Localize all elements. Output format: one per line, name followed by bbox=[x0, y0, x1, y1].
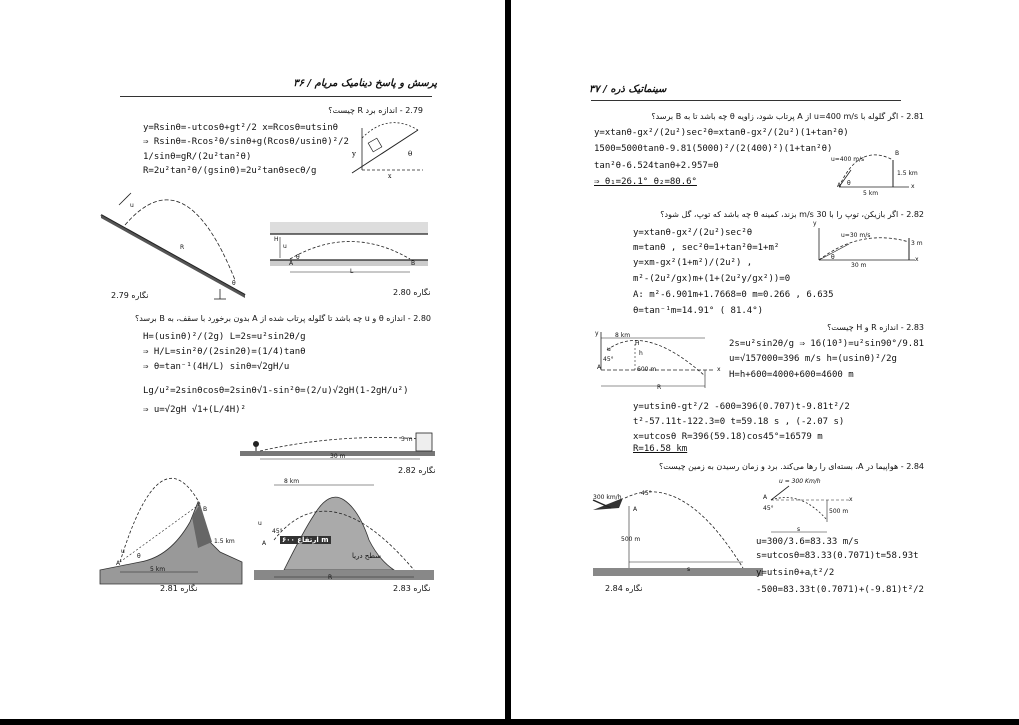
eq-283-r1: 2s=u²sin2θ/g ⇒ 16(10³)=u²sin90°/9.81 bbox=[729, 339, 925, 349]
fig284s-label-45: 45° bbox=[763, 505, 774, 512]
eq-280-3: ⇒ θ=tan⁻¹(4H/L) sinθ=√2gH/u bbox=[143, 362, 290, 372]
eq-279-2: ⇒ Rsinθ=-Rcos²θ/sinθ+g(Rcosθ/usinθ)²/2 bbox=[143, 137, 349, 147]
page-header: ۳۶ / پرسش و پاسخ دینامیک مریام bbox=[293, 78, 437, 89]
fig280-label-l: L bbox=[350, 268, 354, 275]
fig280-label-a: A bbox=[289, 260, 294, 267]
fig283r-label-u: u bbox=[607, 346, 611, 353]
fig281r-label-b: B bbox=[895, 150, 900, 157]
eq-279-4: R=2u²tan²θ/(gsinθ)=2u²tanθsecθ/g bbox=[143, 166, 317, 176]
eq-280-5: ⇒ u=√2gH √1+(L/4H)² bbox=[143, 405, 246, 415]
fig282-label-30m: 30 m bbox=[330, 453, 346, 460]
eq-284-4: -500=83.33t(0.7071)+(-9.81)t²/2 bbox=[756, 585, 924, 595]
fig283-label-sealevel: سطح دریا bbox=[352, 552, 381, 560]
eq-279-1: y=Rsinθ=-utcosθ+gt²/2 x=Rcosθ=utsinθ bbox=[143, 123, 339, 133]
eq-283-2: t²-57.11t-122.3=0 t=59.18 s , (-2.07 s) bbox=[633, 417, 845, 427]
caption-2-82-left: نگاره 2.82 bbox=[398, 466, 436, 475]
caption-2-80: نگاره 2.80 bbox=[393, 288, 431, 297]
fig283r-label-8km: 8 km bbox=[615, 332, 631, 339]
caption-2-81-left: نگاره 2.81 bbox=[160, 584, 198, 593]
fig281-label-5km: 5 km bbox=[150, 566, 166, 573]
fig283-label-altitude: ارتفاع ۶۰۰ m bbox=[282, 536, 329, 544]
svg-text:θ: θ bbox=[408, 150, 413, 158]
caption-2-83-left: نگاره 2.83 bbox=[393, 584, 431, 593]
fig283r-label-600m: 600 m bbox=[637, 366, 657, 373]
problem-2-80-question: 2.80 - اندازه θ و u چه باشد تا گلوله پرتاب شده از A بدون برخورد با سقف، به B برسد؟ bbox=[134, 314, 431, 323]
figure-2-81-left bbox=[100, 462, 242, 584]
fig281r-label-5km: 5 km bbox=[863, 190, 879, 197]
sketch-2-79 bbox=[348, 118, 430, 180]
fig284s-label-s: s bbox=[797, 526, 801, 533]
eq-281-1: y=xtanθ-gx²/(2u²)sec²θ=xtanθ-gx²/(2u²)(1+tan²θ) bbox=[594, 128, 849, 138]
figure-2-84 bbox=[593, 478, 763, 578]
fig279-label-r: R bbox=[180, 244, 185, 251]
problem-2-82-question: 2.82 - اگر بازیکن، توپ را با 30 m/s بزند، کمینه θ چه باشد که توپ، گل شود؟ bbox=[660, 210, 924, 219]
fig281r-label-1-5km: 1.5 km bbox=[897, 170, 918, 177]
fig284s-label-a: A bbox=[763, 494, 768, 501]
fig283r-label-x: x bbox=[717, 366, 721, 373]
eq-282-5: A: m²-6.901m+1.7668=0 m=0.266 , 6.635 bbox=[633, 290, 834, 300]
fig283r-label-r: R bbox=[657, 384, 662, 391]
fig282r-label-x: x bbox=[915, 256, 919, 263]
eq-281-2: 1500=5000tanθ-9.81(5000)²/(2(400)²)(1+tan²θ) bbox=[594, 144, 833, 154]
eq-284-1: u=300/3.6=83.33 m/s bbox=[756, 537, 859, 547]
fig283r-label-bigh: H bbox=[635, 340, 640, 347]
fig279-label-u: u bbox=[130, 202, 134, 209]
fig282r-label-30m: 30 m bbox=[851, 262, 867, 269]
eq-282-1: y=xtanθ-gx²/(2u²)sec²θ bbox=[633, 228, 753, 238]
eq-283-3: x=utcosθ R=396(59.18)cos45°=16579 m bbox=[633, 432, 823, 442]
fig284-label-45: 45° bbox=[641, 490, 652, 497]
fig281r-label-u: u=400 m/s bbox=[831, 156, 865, 163]
header-rule bbox=[120, 96, 432, 97]
fig283-label-8km: 8 km bbox=[284, 478, 300, 485]
header-rule bbox=[591, 100, 901, 101]
fig283-label-45: 45° bbox=[272, 528, 283, 535]
caption-2-79: نگاره 2.79 bbox=[111, 291, 149, 300]
fig281-label-a: A bbox=[116, 560, 121, 567]
fig284-label-s: s bbox=[687, 566, 691, 573]
fig284-label-a: A bbox=[633, 506, 638, 513]
svg-text:y: y bbox=[352, 150, 356, 158]
figure-2-79 bbox=[95, 185, 255, 300]
fig281r-label-a: A bbox=[837, 182, 842, 189]
fig283r-label-45: 45° bbox=[603, 356, 614, 363]
svg-text:x: x bbox=[388, 173, 392, 180]
eq-283-4: R=16.58 km bbox=[633, 444, 688, 454]
fig284-label-500m: 500 m bbox=[621, 536, 641, 543]
eq-281-3: tan²θ-6.524tanθ+2.957=0 bbox=[594, 161, 719, 171]
fig283r-label-a: A bbox=[597, 364, 602, 371]
fig282r-label-3m: 3 m bbox=[911, 240, 923, 247]
right-page bbox=[511, 0, 1019, 719]
fig283-label-r: R bbox=[328, 574, 333, 581]
eq-283-r3: H=h+600=4000+600=4600 m bbox=[729, 370, 854, 380]
eq-280-2: ⇒ H/L=sin²θ/(2sin2θ)=(1/4)tanθ bbox=[143, 347, 306, 357]
fig280-label-theta: θ bbox=[296, 254, 300, 261]
fig281-label-b: B bbox=[203, 506, 208, 513]
fig280-label-h: H bbox=[274, 236, 279, 243]
figure-2-82-sketch bbox=[811, 224, 919, 266]
fig283r-label-y: y bbox=[595, 330, 599, 337]
fig279-label-theta: θ bbox=[232, 280, 236, 287]
fig282r-label-y: y bbox=[813, 220, 817, 227]
eq-282-4: m²-(2u²/gx)m+(1+(2u²y/gx²))=0 bbox=[633, 274, 791, 284]
eq-282-2: m=tanθ , sec²θ=1+tan²θ=1+m² bbox=[633, 243, 780, 253]
eq-280-4: Lg/u²=2sinθcosθ=2sinθ√1-sin²θ=(2/u)√2gH(1-2gH/u²) bbox=[143, 386, 409, 396]
eq-283-1: y=utsinθ-gt²/2 -600=396(0.707)t-9.81t²/2 bbox=[633, 402, 850, 412]
fig283r-label-h: h bbox=[639, 350, 643, 357]
problem-2-83-question: 2.83 - اندازه R و H چیست؟ bbox=[827, 323, 924, 332]
problem-2-79-question: 2.79 - اندازه برد R چیست؟ bbox=[328, 106, 423, 115]
eq-282-3: y=xm-gx²(1+m²)/(2u²) , bbox=[633, 258, 753, 268]
figure-2-81-sketch bbox=[829, 142, 919, 194]
bottom-border bbox=[0, 719, 1019, 725]
fig281-label-u: u bbox=[121, 548, 125, 555]
eq-279-3: 1/sinθ=gR/(2u²tan²θ) bbox=[143, 152, 252, 162]
eq-284-3: y=utsinθ+aᵧt²/2 bbox=[756, 568, 835, 578]
figure-2-83-sketch bbox=[595, 330, 723, 392]
fig281r-label-theta: θ bbox=[847, 180, 851, 187]
problem-2-84-question: 2.84 - هواپیما در A، بسته‌ای را رها می‌کند. برد و زمان رسیدن به زمین چیست؟ bbox=[658, 462, 924, 471]
fig282-label-3m: 3 m bbox=[401, 436, 413, 443]
caption-2-84: نگاره 2.84 bbox=[605, 584, 643, 593]
fig284s-label-u: u = 300 Km/h bbox=[779, 478, 821, 485]
fig284s-label-500m: 500 m bbox=[829, 508, 849, 515]
eq-284-2: s=utcosθ=83.33(0.7071)t=58.93t bbox=[756, 551, 919, 561]
eq-282-6: θ=tan⁻¹m=14.91° ( 81.4°) bbox=[633, 306, 764, 316]
eq-281-4: ⇒ θ₁=26.1° θ₂=80.6° bbox=[594, 177, 697, 187]
fig284s-label-x: x bbox=[849, 496, 853, 503]
fig284-label-300kmh: 300 km/h bbox=[593, 494, 622, 501]
fig281-label-1-5km: 1.5 km bbox=[214, 538, 235, 545]
fig282r-label-u: u=30 m/s bbox=[841, 232, 871, 239]
fig282r-label-theta: θ bbox=[831, 254, 835, 261]
page-header: سینماتیک ذره / ۳۷ bbox=[589, 84, 667, 95]
fig280-label-b: B bbox=[411, 260, 416, 267]
problem-2-81-question: 2.81 - اگر گلوله با u=400 m/s از A پرتاب شود، زاویه θ چه باشد تا به B برسد؟ bbox=[651, 112, 924, 121]
fig281r-label-x: x bbox=[911, 183, 915, 190]
fig283-label-u: u bbox=[258, 520, 262, 527]
fig281-label-theta: θ bbox=[137, 553, 141, 560]
fig283-label-a: A bbox=[262, 540, 267, 547]
left-page bbox=[0, 0, 505, 719]
eq-283-r2: u=√157000=396 m/s h=(usinθ)²/2g bbox=[729, 354, 897, 364]
fig280-label-u: u bbox=[283, 243, 287, 250]
eq-280-1: H=(usinθ)²/(2g) L=2s=u²sin2θ/g bbox=[143, 332, 306, 342]
